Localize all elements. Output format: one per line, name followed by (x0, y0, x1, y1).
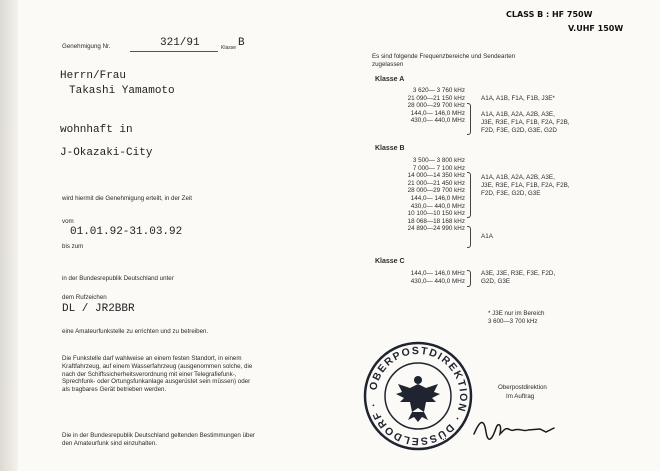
klasse-c-freqs (385, 270, 465, 285)
official-stamp (362, 340, 474, 452)
paragraph-operate: eine Amateurfunkstelle zu errichten und zu betreiben. (62, 328, 209, 335)
permit-klasse: B (238, 37, 245, 49)
klasse-c-mode-2: G2D, G3E (481, 278, 511, 285)
freq: 144,0— 146,0 MHz (410, 270, 465, 277)
klasse-b-mode-1: A1A, A1B, A2A, A2B, A3E, (481, 174, 555, 181)
footnote-2: 3 600—3 700 kHz (488, 318, 538, 325)
brace (467, 103, 471, 135)
freq: 21 000—21 450 kHz (407, 179, 465, 187)
klasse-a-freqs (385, 87, 465, 125)
residence-city: J-Okazaki-City (60, 147, 153, 159)
freq: 28 000—29 700 kHz (407, 102, 465, 110)
signature-on-behalf: Im Auftrag (506, 393, 535, 400)
klasse-c-mode-1: A3E, J3E, R3E, F3E, F2D, (481, 270, 556, 277)
freq: 7 000— 7 100 kHz (412, 164, 465, 172)
permit-number: 321/91 (160, 37, 200, 49)
handwritten-signature (470, 410, 580, 450)
klasse-a-mode-4: F2D, F3E, G2D, G3E, G2D (481, 127, 557, 134)
freq: 10 100—10 150 kHz (407, 210, 465, 218)
freq: 144,0— 146,0 MHz (410, 194, 465, 202)
salutation: Herrn/Frau (60, 70, 127, 82)
klasse-a-mode-1: A1A, A1B, F1A, F1B, J3E* (481, 95, 555, 102)
freq: 24 890—24 990 kHz (407, 225, 465, 233)
brace (467, 270, 471, 287)
callsign: DL / JR2BBR (62, 303, 135, 315)
holder-name: Takashi Yamamoto (69, 85, 175, 97)
stamp-ring-text: OBERPOSTDIREKTION · DÜSSELDORF · (367, 344, 470, 448)
validity-period: 01.01.92-31.03.92 (70, 226, 183, 238)
callsign-label: dem Rufzeichen (62, 294, 107, 301)
klasse-label: Klasse (221, 45, 237, 51)
footnote-1: * J3E nur im Bereich (488, 310, 545, 317)
bands-intro: Es sind folgende Frequenzbereiche und Sendearten (372, 53, 516, 60)
from-label: vom (62, 218, 74, 225)
freq: 3 500— 3 800 kHz (412, 157, 465, 164)
klasse-c-title: Klasse C (375, 258, 405, 265)
bands-intro-2: zugelassen (372, 61, 404, 68)
divider (130, 51, 218, 52)
scan-edge (0, 0, 18, 471)
klasse-b-mode-extra: A1A (481, 233, 493, 240)
location-text: in der Bundesrepublik Deutschland unter (62, 275, 174, 282)
klasse-a-mode-3: J3E, R3E, F1A, F1B, F2A, F2B, (481, 119, 570, 126)
klasse-b-freqs (385, 157, 465, 233)
brace (467, 172, 471, 218)
freq: 430,0— 440,0 MHz (410, 117, 465, 125)
klasse-b-title: Klasse B (375, 145, 405, 152)
klasse-a-mode-2: A1A, A1B, A2A, A2B, A3E, (481, 111, 555, 118)
freq: 430,0— 440,0 MHz (410, 277, 465, 285)
freq: 28 000—29 700 kHz (407, 187, 465, 195)
signature-org: Oberpostdirektion (498, 384, 547, 391)
to-label: bis zum (62, 243, 84, 250)
klasse-b-mode-3: F2D, F3E, G2D, G3E (481, 190, 541, 197)
paragraph-locations: Die Funkstelle darf wahlweise an einem festen Standort, in einem Kraftfahrzeug, auf einem Wasserfahrzeug (ausgenommen solche, die nach der Schiffssicherheitsverordnung mit einer Telegrafiefunk-, Sprechfunk- oder Ortungsfunkanlage ausgerüstet sein müssen) oder als tragbares Gerät betrieben werden. (62, 355, 253, 394)
klasse-b-mode-2: J3E, R3E, F1A, F1B, F2A, F2B, (481, 182, 570, 189)
handwritten-power-note: V.UHF 150W (568, 24, 624, 33)
freq: 18 068—18 168 kHz (407, 217, 465, 225)
freq: 21 090—21 150 kHz (407, 94, 465, 102)
freq: 3 620— 3 760 kHz (412, 87, 465, 94)
handwritten-class-note: CLASS B : HF 750W (506, 10, 593, 19)
brace (467, 226, 471, 248)
paragraph-regulations: Die in der Bundesrepublik Deutschland geltenden Bestimmungen über den Amateurfunk sind einzuhalten. (62, 432, 255, 447)
freq: 14 000—14 350 kHz (407, 172, 465, 180)
freq: 144,0— 146,0 MHz (410, 109, 465, 117)
granted-text: wird hiermit die Genehmigung erteilt, in der Zeit (62, 195, 192, 202)
permit-number-label: Genehmigung Nr. (62, 43, 111, 50)
eagle-emblem-icon (396, 376, 440, 422)
klasse-a-title: Klasse A (375, 76, 405, 83)
residence-label: wohnhaft in (60, 124, 133, 136)
freq: 430,0— 440,0 MHz (410, 202, 465, 210)
